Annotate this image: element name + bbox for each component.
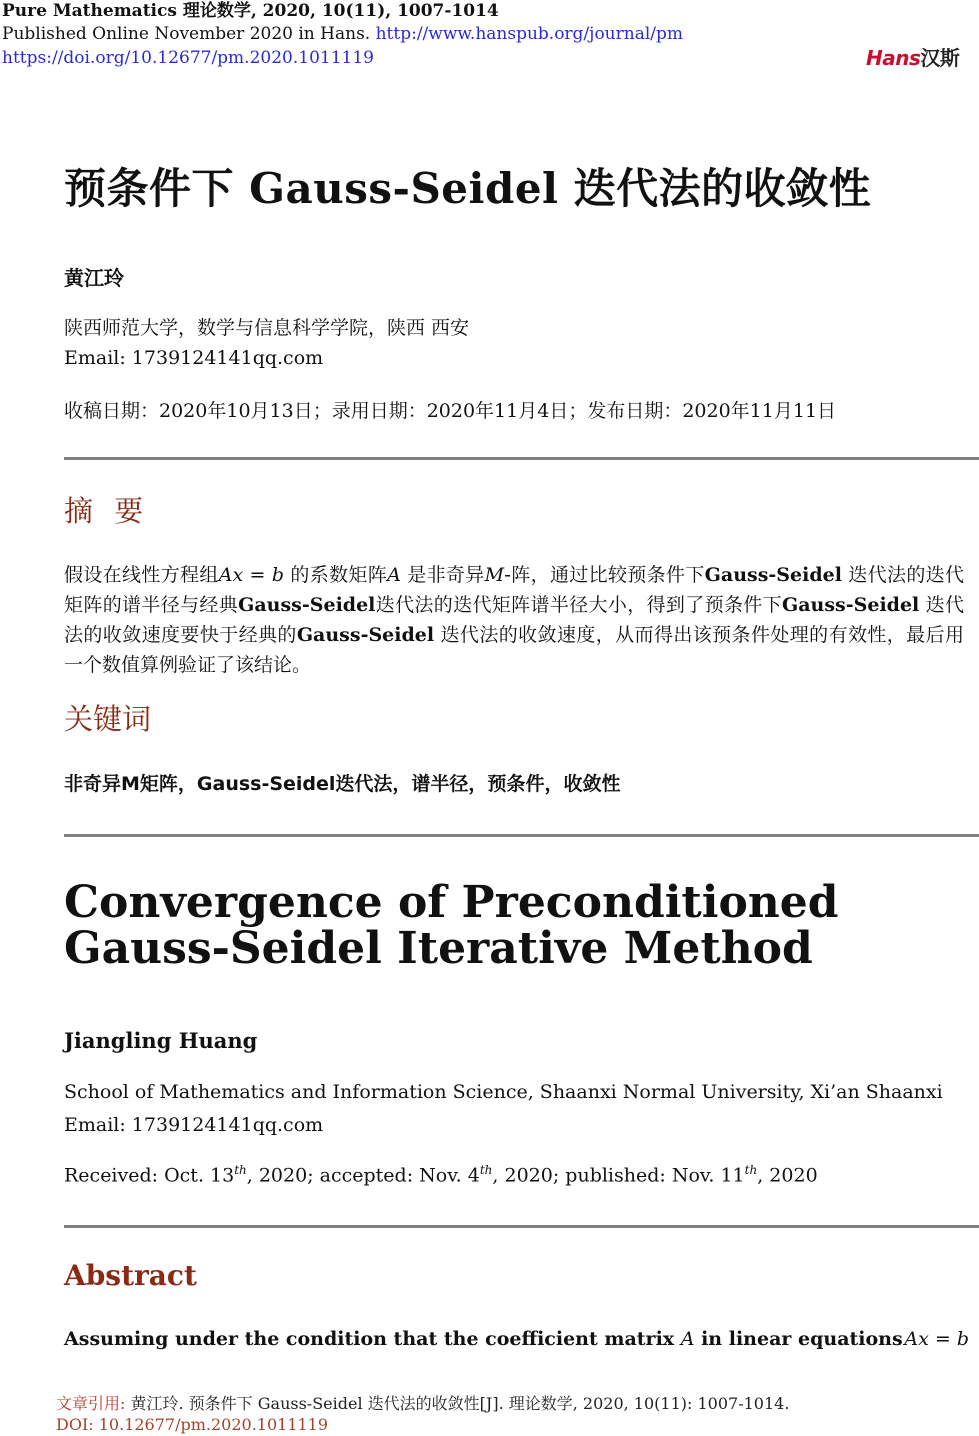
math-inline: Ax = b: [218, 564, 285, 586]
citation-text: 黄江玲. 预条件下 Gauss-Seidel 迭代法的收敛性[J]. 理论数学, 2020, 10(11): 1007-1014.: [130, 1394, 790, 1413]
math-inline: M: [484, 564, 505, 586]
abstract-heading-chinese: 摘 要: [64, 494, 150, 528]
published-line: [2, 23, 683, 45]
abstract-bold: Gauss-Seidel: [704, 564, 842, 586]
title-english: Convergence of Preconditioned Gauss-Seidel Iterative Method: [64, 877, 839, 974]
email-english: Email: 1739124141qq.com: [64, 1114, 324, 1136]
journal-name: Pure Mathematics 理论数学, 2020, 10(11), 1007-1014: [2, 1, 499, 21]
published-date: , 2020; published: Nov. 11: [492, 1164, 745, 1187]
received-date: Received: Oct. 13: [64, 1164, 235, 1187]
ordinal-suffix: th: [744, 1163, 758, 1177]
ordinal-suffix: th: [234, 1163, 247, 1177]
abstract-text: in linear equations: [694, 1328, 903, 1350]
divider: [64, 834, 979, 837]
abstract-text: Assuming under the condition that the coefficient matrix: [64, 1328, 681, 1350]
citation-line: [56, 1393, 789, 1415]
logo-chinese: 汉斯: [920, 46, 960, 70]
abstract-chinese: [64, 560, 964, 680]
abstract-text: -阵，通过比较预条件下: [504, 564, 705, 586]
divider: [64, 457, 979, 460]
citation-doi[interactable]: DOI: 10.12677/pm.2020.1011119: [56, 1415, 329, 1434]
author-english: Jiangling Huang: [64, 1028, 258, 1053]
divider: [64, 1225, 979, 1228]
keywords-chinese: 非奇异M矩阵，Gauss-Seidel迭代法，谱半径，预条件，收敛性: [64, 773, 621, 795]
doi-line: [2, 47, 374, 69]
abstract-bold: Gauss-Seidel: [296, 624, 435, 646]
abstract-bold: Gauss-Seidel: [782, 594, 920, 616]
dates-chinese: 收稿日期：2020年10月13日；录用日期：2020年11月4日；发布日期：2020年11月11日: [64, 400, 837, 422]
author-chinese: 黄江玲: [64, 266, 124, 290]
abstract-text: 假设在线性方程组: [64, 564, 219, 586]
logo-latin: Hans: [866, 46, 921, 70]
year-suffix: , 2020: [757, 1164, 818, 1187]
email-chinese: Email: 1739124141qq.com: [64, 347, 324, 369]
title-chinese: 预条件下 Gauss-Seidel 迭代法的收敛性: [64, 164, 872, 213]
abstract-english: [64, 1328, 969, 1350]
hans-logo: [866, 42, 959, 71]
abstract-text: 迭代法的迭代矩阵谱半径大小，得到了预条件下: [375, 594, 782, 616]
published-text: Published Online November 2020 in Hans.: [2, 24, 371, 44]
affiliation-chinese: 陕西师范大学，数学与信息科学学院，陕西 西安: [64, 317, 470, 339]
abstract-bold: Gauss-Seidel: [238, 594, 376, 616]
journal-header: [2, 0, 499, 22]
abstract-text: 是非奇异: [400, 564, 485, 586]
abstract-text: 迭代法的收敛速度要快于经典的: [64, 594, 964, 646]
doi-link[interactable]: https://doi.org/10.12677/pm.2020.1011119: [2, 48, 374, 68]
math-inline: A: [680, 1328, 695, 1350]
journal-link[interactable]: http://www.hanspub.org/journal/pm: [375, 24, 684, 44]
abstract-text: 迭代法的收敛速度，从而得出该预条件处理的有效性，最后用一个数值算例验证了该结论。: [64, 624, 964, 676]
math-inline: Ax = b: [904, 1328, 969, 1350]
dates-english: [64, 1163, 818, 1186]
abstract-text: 迭代法的迭代矩阵的谱半径与经典: [64, 564, 965, 616]
affiliation-english: School of Mathematics and Information Science, Shaanxi Normal University, Xi’an Shaanxi: [64, 1081, 943, 1103]
abstract-text: 的系数矩阵: [284, 564, 388, 586]
abstract-heading-english: Abstract: [64, 1259, 197, 1292]
keywords-heading-chinese: 关键词: [64, 702, 152, 736]
math-inline: A: [387, 564, 401, 586]
accepted-date: , 2020; accepted: Nov. 4: [246, 1164, 480, 1187]
ordinal-suffix: th: [479, 1163, 493, 1177]
citation-label: 文章引用:: [56, 1394, 126, 1413]
